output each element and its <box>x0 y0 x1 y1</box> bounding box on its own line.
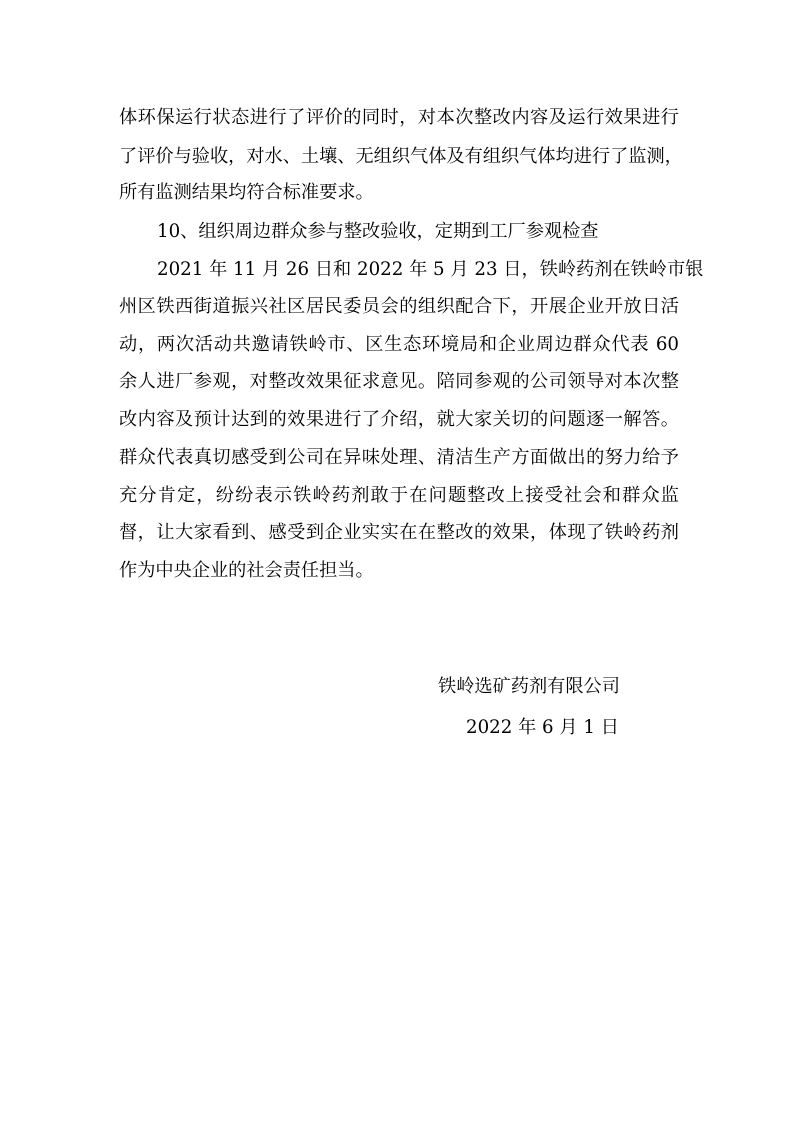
signature-company: 铁岭选矿药剂有限公司 <box>438 676 620 697</box>
text-line: 了评价与验收，对水、土壤、无组织气体及有组织气体均进行了监测， <box>119 146 683 167</box>
text-line: 作为中央企业的社会责任担当。 <box>119 560 374 581</box>
text-line: 充分肯定，纷纷表示铁岭药剂敢于在问题整改上接受社会和群众监 <box>119 485 679 506</box>
text-line: 群众代表真切感受到公司在异味处理、清洁生产方面做出的努力给予 <box>119 447 679 468</box>
text-line: 改内容及预计达到的效果进行了介绍，就大家关切的问题逐一解答。 <box>119 409 679 430</box>
text-line: 督，让大家看到、感受到企业实实在在整改的效果，体现了铁岭药剂 <box>119 522 679 543</box>
signature-date: 2022 年 6 月 1 日 <box>466 717 619 738</box>
text-line: 动，两次活动共邀请铁岭市、区生态环境局和企业周边群众代表 60 <box>119 334 679 355</box>
text-line: 所有监测结果均符合标准要求。 <box>119 182 374 203</box>
text-line: 2021 年 11 月 26 日和 2022 年 5 月 23 日，铁岭药剂在铁岭市银 <box>157 259 704 280</box>
text-line: 余人进厂参观，对整改效果征求意见。陪同参观的公司领导对本次整 <box>119 371 679 392</box>
section-heading: 10、组织周边群众参与整改验收，定期到工厂参观检查 <box>157 221 599 242</box>
text-line: 州区铁西街道振兴社区居民委员会的组织配合下，开展企业开放日活 <box>119 296 679 317</box>
text-line: 体环保运行状态进行了评价的同时，对本次整改内容及运行效果进行 <box>119 107 679 128</box>
